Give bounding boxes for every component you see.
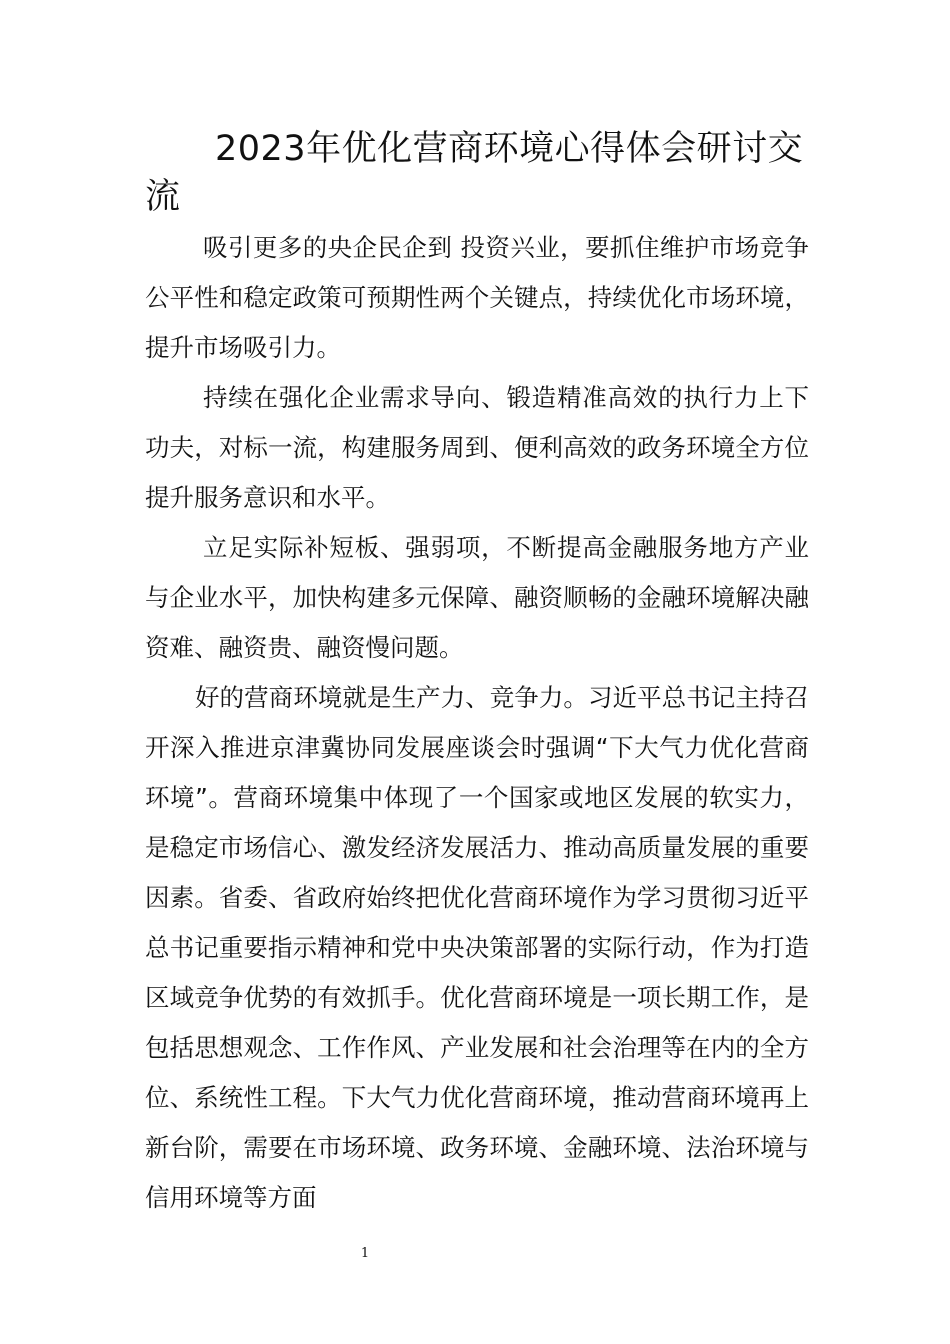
paragraph-business-environment: 好的营商环境就是生产力、竞争力。习近平总书记主持召开深入推进京津冀协同发展座谈会时强调“下大气力优化营商环境”。营商环境集中体现了一个国家或地区发展的软实力，是稳定市场信心、激发经济发展活力、推动高质量发展的重要因素。省委、省政府始终把优化营商环境作为学习贯彻习近平总书记重要指示精神和党中央决策部署的实际行动，作为打造区域竞争优势的有效抓手。优化营商环境是一项长期工作，是包括思想观念、工作作风、产业发展和社会治理等在内的全方位、系统性工程。下大气力优化营商环境，推动营商环境再上新台阶，需要在市场环境、政务环境、金融环境、法治环境与信用环境等方面 <box>145 683 809 1212</box>
paragraph-market-environment: 吸引更多的央企民企到 投资兴业，要抓住维护市场竞争公平性和稳定政策可预期性两个关键点，持续优化市场环境，提升市场吸引力。 <box>145 233 809 362</box>
document-body <box>145 125 809 1223</box>
paragraph-government-environment: 持续在强化企业需求导向、锻造精准高效的执行力上下功夫，对标一流，构建服务周到、便利高效的政务环境全方位提升服务意识和水平。 <box>145 383 809 512</box>
document-title: 2023年优化营商环境心得体会研讨交流 <box>145 129 804 217</box>
page-number: 1 <box>360 1246 370 1261</box>
paragraph-financial-environment: 立足实际补短板、强弱项，不断提高金融服务地方产业与企业水平，加快构建多元保障、融资顺畅的金融环境解决融资难、融资贵、融资慢问题。 <box>145 533 809 662</box>
